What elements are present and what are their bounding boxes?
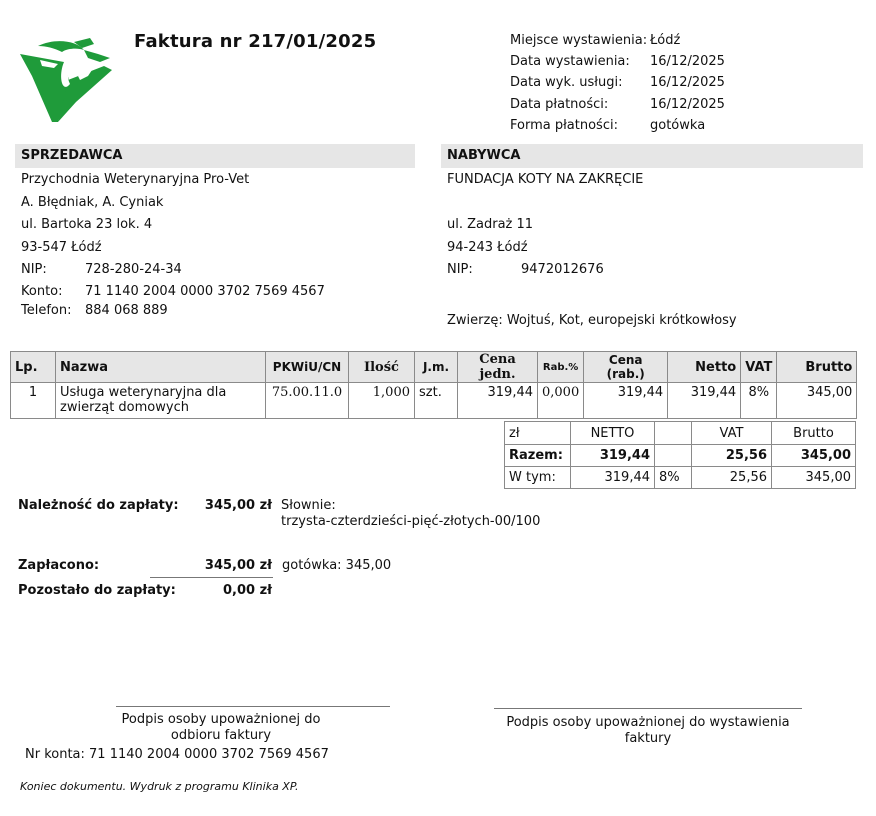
col-vat: VAT [741,352,777,383]
paid-method: gotówka: 345,00 [282,558,392,573]
buyer-city: 94-243 Łódź [447,239,528,255]
col-lp: Lp. [11,352,56,383]
row-cena: 319,44 [458,383,538,419]
row-netto: 319,44 [668,383,741,419]
seller-owners: A. Błędniak, A. Cyniak [21,194,164,210]
meta-row-payment-date [510,94,725,115]
clinic-logo [18,36,114,124]
items-table [10,351,857,419]
seller-account-label: Konto: [21,283,63,299]
seller-account [21,282,415,301]
issuer-signature-line [494,708,802,709]
meta-value: gotówka [650,117,706,133]
seller-section [15,144,415,320]
summary-total-label: Razem: [505,445,571,467]
vet-clinic-logo-icon [18,36,114,124]
summary-col-brutto: Brutto [772,422,856,445]
summary-breakdown-netto: 319,44 [571,467,655,489]
invoice-title: Faktura nr 217/01/2025 [134,31,377,52]
paid-divider [150,577,273,578]
seller-phone-value: 884 068 889 [85,302,168,318]
col-pkwiu: PKWiU/CN [266,352,349,383]
buyer-street: ul. Zadraż 11 [447,217,534,232]
summary-total-row [505,445,856,467]
amount-in-words: trzysta-czterdzieści-pięć-złotych-00/100 [281,514,541,529]
seller-name: Przychodnia Weterynaryjna Pro-Vet [21,172,250,187]
row-nazwa [56,383,266,419]
due-value: 345,00 zł [204,498,272,513]
items-header-row [11,352,857,383]
summary-total-brutto: 345,00 [772,445,856,467]
summary-breakdown-brutto: 345,00 [772,467,856,489]
issuer-signature-line1: Podpis osoby upoważnionej do wystawienia [506,715,790,730]
table-row [11,383,857,419]
meta-row-place [510,30,725,51]
summary-col-netto: NETTO [571,422,655,445]
buyer-nip-label: NIP: [447,262,473,277]
summary-breakdown-label: W tym: [505,467,571,489]
meta-row-payment-method [510,115,725,136]
col-nazwa: Nazwa [56,352,266,383]
summary-col-vat: VAT [692,422,772,445]
meta-label: Data płatności: [510,96,609,112]
meta-label: Data wystawienia: [510,54,630,70]
row-cena-rab: 319,44 [584,383,668,419]
col-cena: Cena jedn. [458,352,538,383]
col-rabat: Rab.% [538,352,584,383]
row-vat: 8% [741,383,777,419]
remaining-value: 0,00 zł [223,583,272,598]
row-lp: 1 [11,383,56,419]
buyer-spacer [447,192,863,215]
buyer-animal: Zwierzę: Wojtuś, Kot, europejski krótkowłosy [447,313,737,328]
summary-total-rate [655,445,692,467]
col-jm: J.m. [415,352,458,383]
seller-nip-label: NIP: [21,262,47,277]
seller-account-value: 71 1140 2004 0000 3702 7569 4567 [85,283,325,299]
meta-value: 16/12/2025 [650,75,725,91]
summary-currency: zł [505,422,571,445]
summary-header-row [505,422,856,445]
issuer-signature-caption [494,715,802,747]
summary-col-empty [655,422,692,445]
col-brutto: Brutto [777,352,857,383]
row-ilosc: 1,000 [349,383,415,419]
row-brutto: 345,00 [777,383,857,419]
meta-label: Forma płatności: [510,117,618,133]
receiver-signature-caption [116,712,326,744]
col-ilosc: Ilość [349,352,415,383]
summary-breakdown-rate: 8% [655,467,692,489]
summary-breakdown-row [505,467,856,489]
receiver-signature-line1: Podpis osoby upoważnionej do [121,712,321,727]
remaining-label: Pozostało do zapłaty: [18,583,176,598]
receiver-signature-line [116,706,390,707]
row-jm: szt. [415,383,458,419]
row-rabat: 0,000 [538,383,584,419]
due-label: Należność do zapłaty: [18,498,179,513]
seller-heading: SPRZEDAWCA [15,144,415,168]
row-nazwa-line2: zwierząt domowych [60,400,189,415]
meta-value: 16/12/2025 [650,54,725,70]
col-netto: Netto [668,352,741,383]
meta-row-service-date [510,72,725,93]
document-footer: Koniec dokumentu. Wydruk z programu Klinika XP. [20,780,299,793]
summary-total-netto: 319,44 [571,445,655,467]
seller-city: 93-547 Łódź [21,239,102,255]
summary-total-vat: 25,56 [692,445,772,467]
receiver-signature-line2: odbioru faktury [170,728,272,743]
buyer-nip [447,259,863,282]
summary-table [504,421,856,489]
seller-street: ul. Bartoka 23 lok. 4 [21,217,153,232]
seller-nip-value: 728-280-24-34 [85,262,182,277]
row-pkwiu: 75.00.11.0 [266,383,349,419]
meta-row-issue-date [510,51,725,72]
summary-breakdown-vat: 25,56 [692,467,772,489]
buyer-section [441,144,863,282]
buyer-heading: NABYWCA [441,144,863,168]
buyer-nip-value: 9472012676 [521,262,604,277]
seller-phone [21,301,415,320]
meta-value: Łódź [650,33,681,48]
col-cena-rab: Cena (rab.) [584,352,668,383]
meta-label: Miejsce wystawienia: [510,33,648,48]
paid-label: Zapłacono: [18,558,100,573]
bank-account-line: Nr konta: 71 1140 2004 0000 3702 7569 4567 [25,747,329,762]
issuer-signature-line2: faktury [624,731,672,746]
seller-nip [21,259,415,282]
invoice-meta [510,30,725,136]
seller-phone-label: Telefon: [21,302,72,318]
buyer-name: FUNDACJA KOTY NA ZAKRĘCIE [447,172,644,187]
meta-label: Data wyk. usługi: [510,75,623,91]
meta-value: 16/12/2025 [650,96,725,112]
words-label: Słownie: [281,498,336,513]
paid-value: 345,00 zł [204,558,272,573]
row-nazwa-line1: Usługa weterynaryjna dla [60,385,227,400]
